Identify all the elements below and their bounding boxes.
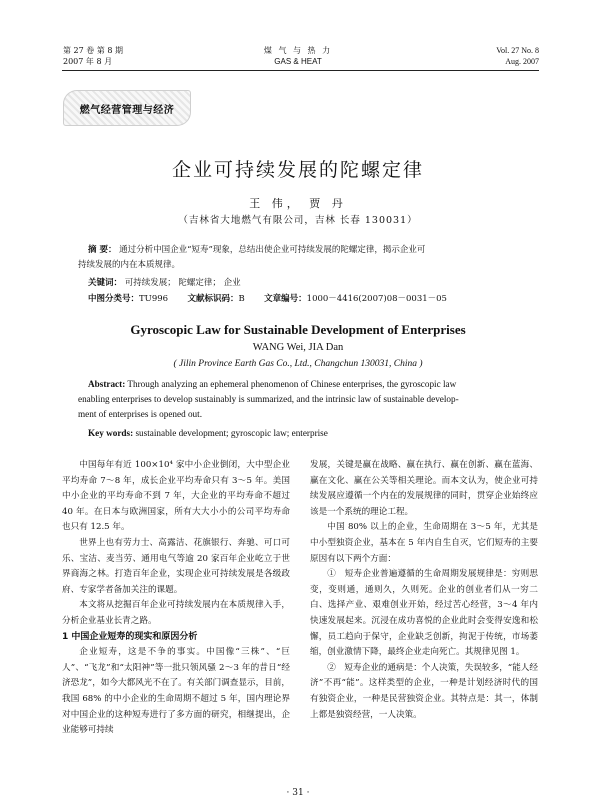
article-no-value: 1000－4416(2007)08－0031－05 <box>306 294 447 304</box>
article-title-cn: 企业可持续发展的陀螺定律 <box>171 159 424 181</box>
header-date: 2007 年 8 月 <box>63 57 113 66</box>
keywords-en-text: sustainable development; gyroscopic law; enterprise <box>135 428 328 438</box>
body-paragraph: 本文将从挖掘百年企业可持续发展内在本质规律入手，分析企业基业长青之路。 <box>62 600 290 626</box>
doc-code-value: B <box>238 294 245 304</box>
classification-line <box>88 292 528 307</box>
authors-en: WANG Wei, JIA Dan <box>252 342 344 353</box>
doc-code-label: 文献标识码： <box>187 294 239 304</box>
section-label: 燃气经营管理与经济 <box>79 105 175 116</box>
abstract-cn <box>88 243 528 258</box>
header-volume-issue: 第 27 卷 第 8 期 <box>63 46 123 55</box>
clc-value: TU996 <box>139 294 169 304</box>
clc-label: 中图分类号： <box>88 294 140 304</box>
keywords-cn <box>88 276 528 291</box>
body-paragraph: 发展，关键是赢在战略、赢在执行、赢在创新、赢在蓝海、赢在文化、赢在公关等相关理论。而本文认为，使企业可持续发展应遵循一个内在的发展规律的同时，贯穿企业始终应该是一个系统的理论工程。 <box>310 460 538 517</box>
abstract-cn-line2: 持续发展的内在本质规律。 <box>78 260 181 270</box>
header-date-en: Aug. 2007 <box>505 57 539 66</box>
article-no-label: 文章编号： <box>264 294 307 304</box>
body-paragraph: ② 短寿企业的通病是：个人决策，失误较多，“能人经济”不再“能”。这样类型的企业，一种是计划经济时代的国有独资企业，一种是民营独资企业。其特点是：其一，体制上都是独资经营，一人决策。 <box>310 662 538 720</box>
body-paragraph: 世界上也有劳力士、高露洁、花旗银行、奔驰、可口可乐、宝洁、麦当劳、通用电气等逾 20 家百年企业屹立于世界商海之林。打造百年企业，实现企业可持续发展是各级政府、专家学者备加关注的课题。 <box>62 537 290 595</box>
body-paragraph: 中国 80% 以上的企业，生命周期在 3～5 年，尤其是中小型独资企业，基本在 5 年内自生自灭，它们短寿的主要原因有以下两个方面： <box>310 522 538 564</box>
header-journal-name: 煤 气 与 热 力 <box>263 46 333 55</box>
page-number: · 31 · <box>286 788 310 798</box>
header-journal-name-en: GAS & HEAT <box>274 57 322 66</box>
keywords-en <box>88 426 528 441</box>
abstract-en-line3: ment of enterprises is opened out. <box>78 409 202 419</box>
body-paragraph: ① 短寿企业普遍遵循的生命周期发展规律是：穷则思变，变则通，通则久，久则死。企业的创业者们从一穷二白、选择产业、艰难创业开始，经过苦心经营，3～4 年内快速发展起来。沉浸在成功喜悦的企业此时会变得安逸和松懈，员工趋向于保守，企业缺乏创新，拘泥于传统，市场萎缩，创业激情下降，最终企业走向死亡。其规律见图 1。 <box>310 569 538 658</box>
authors-cn: 王 伟， 贾 丹 <box>249 197 347 210</box>
affiliation-cn: （吉林省大地燃气有限公司，吉林 长春 130031） <box>178 215 418 226</box>
abstract-cn-line1: 通过分析中国企业“短寿”现象，总结出使企业可持续发展的陀螺定律，揭示企业可 <box>119 245 426 255</box>
keywords-cn-label: 关键词： <box>88 278 123 288</box>
header-volume-en: Vol. 27 No. 8 <box>496 46 539 55</box>
abstract-cn-label: 摘 要： <box>88 245 117 255</box>
keywords-en-label: Key words: <box>88 428 134 438</box>
body-left-column <box>62 458 290 739</box>
header-rule <box>62 70 539 71</box>
abstract-en-line2: enabling enterprises to develop sustainably is summarized, and the intrinsic law of sustainable develop- <box>78 394 459 404</box>
body-paragraph: 中国每年有近 100×10⁴ 家中小企业倒闭，大中型企业平均寿命 7～8 年，成长企业平均寿命只有 3～5 年。美国中小企业的平均寿命不到 7 年，大企业的平均寿命不超过 40 年。在日本与欧洲国家，所有大大小小的公司平均寿命也只有 12.5 年。 <box>62 460 290 533</box>
affiliation-en: ( Jilin Province Earth Gas Co., Ltd., Changchun 130031, China ) <box>173 359 423 369</box>
abstract-en-line1: Through analyzing an ephemeral phenomenon of Chinese enterprises, the gyroscopic law <box>127 379 457 389</box>
body-paragraph: 企业短寿，这是不争的事实。中国像“三株”、“巨人”、“飞龙”和“太阳神”等一批只领风骚 2～3 年的昔日“经济恐龙”，如今大都风光不在了。有关部门调查显示，目前，我国 68% 的中小企业的生命周期不超过 5 年，国内理论界对中国企业的这种短寿进行了多方面的研究，相继提出，企业能够可持续 <box>62 647 290 736</box>
section-label-box <box>63 90 191 126</box>
section-heading-1: 1 中国企业短寿的现实和原因分析 <box>62 631 198 642</box>
abstract-en-label: Abstract: <box>88 379 126 389</box>
body-right-column <box>310 458 538 723</box>
keywords-cn-text: 可持续发展； 陀螺定律； 企业 <box>124 278 241 288</box>
abstract-en <box>88 377 528 392</box>
article-title-en: Gyroscopic Law for Sustainable Development of Enterprises <box>130 322 466 337</box>
